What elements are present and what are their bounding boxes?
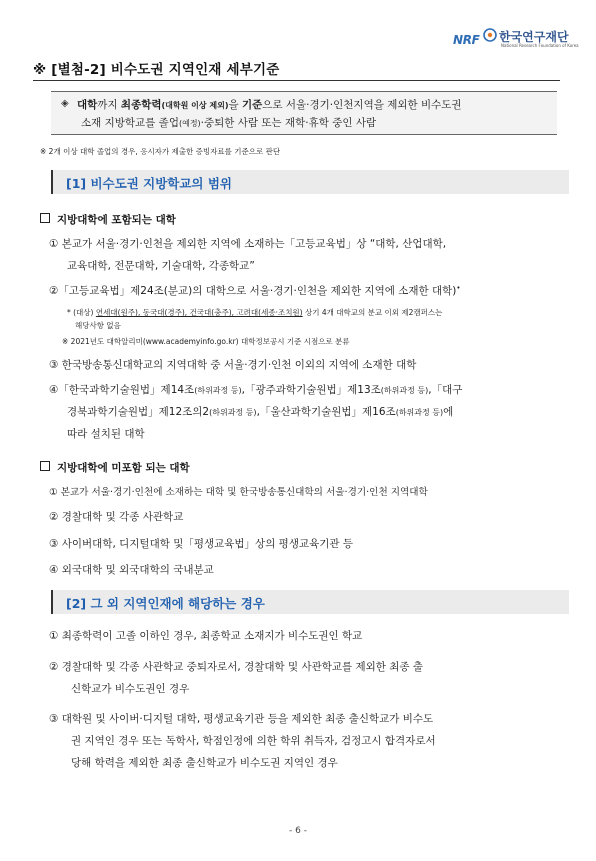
callout-text: 으로 서울·경기·인천지역을 제외한 비수도권 [262,99,462,111]
callout-text: 대학 [77,99,98,111]
nrf-logo-mark-icon [483,28,497,42]
list-item: ④ 외국대학 및 외국대학의 국내분교 [49,564,214,576]
footnote-marker: • [456,284,461,292]
section-bar [51,170,53,194]
list-item: ① 최종학력이 고졸 이하인 경우, 최종학교 소재지가 비수도권인 학교 [49,630,363,642]
list-item: ② 경찰대학 및 각종 사관학교 중퇴자로서, 경찰대학 및 사관학교를 제외한 최종 출 [49,661,424,673]
footnote-text: * (대상) [67,308,96,317]
section-1-title: [1] 비수도권 지방학교의 범위 [66,176,233,191]
list-item: ③ 대학원 및 사이버·디지털 대학, 평생교육기관 등을 제외한 최종 출신학교가 비수도 [49,713,434,725]
list-item-text: ,「울산과학기술원법」제16조 [256,406,396,418]
list-item: ③ 사이버대학, 디지털대학 및「평생교육법」상의 평생교육기관 등 [49,538,354,550]
footnote-text: 연세대(원주), 동국대(경주), 건국대(충주), 고려대(세종·조치원) [95,308,303,317]
list-item-text: (하위과정 등) [194,386,242,395]
list-item-cont: 따라 설치된 대학 [67,428,145,440]
list-item-text: (하위과정 등) [380,386,429,395]
callout-line-1 [77,97,462,112]
callout-diamond-icon: ◈ [61,98,69,109]
list-item-cont: 신학교가 비수도권인 경우 [71,683,190,695]
footnote-text: 상기 4개 대학교의 분교 이외 제2캠퍼스는 [302,308,443,317]
section-1-header [51,170,569,194]
nrf-logo-text: NRF [453,33,480,47]
list-item-text: (하위과정 등) [395,408,444,417]
list-item-text: 에 [443,406,454,418]
criteria-callout [51,91,557,135]
sub-heading-text: 지방대학에 포함되는 대학 [57,214,176,226]
section-2-title: [2] 그 외 지역인재에 해당하는 경우 [66,596,265,611]
list-item-text: ④「한국과학기술원법」제14조 [49,384,195,396]
list-item: ② 경찰대학 및 각종 사관학교 [49,511,184,523]
callout-text: 을 [228,99,242,111]
section-2-header [51,590,569,614]
list-item-cont [67,404,453,419]
list-item-text: ,「대구 [428,384,463,396]
list-item: ① 본교가 서울·경기·인천에 소재하는 대학 및 한국방송통신대학의 서울·경기·인천 지역대학 [49,487,428,498]
sub-heading-included [40,212,176,227]
sub-heading-excluded [40,460,190,475]
page-title: ※ [별첨-2] 비수도권 지역인재 세부기준 [33,62,280,78]
callout-text: (대학원 이상 제외) [161,101,229,110]
list-item-text: ,「광주과학기술원법」제13조 [241,384,381,396]
nrf-logo-english: National Research Foundation of Korea [501,43,579,48]
list-item-cont: 당해 학력을 제외한 최종 출신학교가 비수도권 지역인 경우 [71,757,338,769]
callout-text: 기준 [241,99,263,111]
checkbox-square-icon [40,461,50,471]
list-item: ③ 한국방송통신대학교의 지역대학 중 서울·경기·인천 이외의 지역에 소재한 대학 [49,359,417,371]
sub-heading-text: 지방대학에 미포함 되는 대학 [57,462,190,474]
footnote [67,307,442,318]
list-item [49,382,462,397]
nrf-logo-korean: 한국연구재단 [499,30,569,44]
page-number: - 6 - [289,826,307,836]
list-item-cont: 교육대학, 전문대학, 기술대학, 각종학교” [67,260,255,272]
section-bar [51,590,53,614]
list-item-cont: 권 지역인 경우 또는 독학사, 학점인정에 의한 학위 취득자, 검정고시 합격자로서 [71,735,436,747]
callout-text: 소재 지방학교를 졸업 [81,117,179,129]
note-multiple-degrees: ※ 2개 이상 대학 졸업의 경우, 응시자가 제출한 증빙자료를 기준으로 판단 [40,147,281,156]
list-item: ① 본교가 서울·경기·인천을 제외한 지역에 소재하는「고등교육법」상 “대학, 산업대학, [49,238,447,250]
list-item-text: ②「고등교육법」제24조(분교)의 대학으로 서울·경기·인천을 제외한 지역에 소재한 대학) [49,285,457,297]
list-item-text: 경북과학기술원법」제12조의2 [67,406,210,418]
callout-text: 최종학력 [120,99,162,111]
callout-text: 까지 [97,99,121,111]
checkbox-square-icon [40,213,50,223]
list-item-text: (하위과정 등) [209,408,257,417]
list-item [49,283,460,298]
footnote-cont: 해당사항 없음 [75,321,121,330]
callout-line-2 [81,115,376,130]
footnote-reference: ※ 2021년도 대학알리미(www.academyinfo.go.kr) 대학정보공시 기준 시점으로 분류 [62,337,350,346]
callout-text: ·중퇴한 사람 또는 재학·휴학 중인 사람 [200,117,377,129]
callout-text: (예정) [178,119,201,128]
title-divider [33,80,560,81]
